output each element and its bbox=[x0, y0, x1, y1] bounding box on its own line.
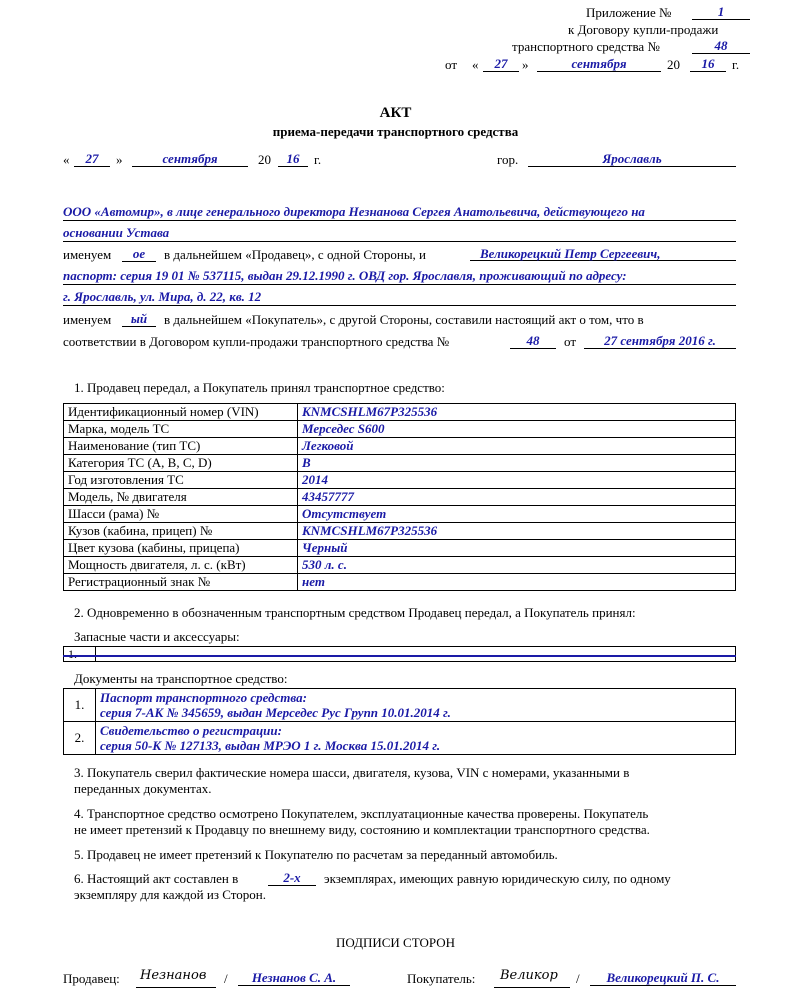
underline bbox=[63, 284, 736, 285]
vehicle-field-value: 530 л. с. bbox=[298, 557, 736, 574]
contract-line-1: к Договору купли-продажи bbox=[568, 22, 719, 37]
header-quote-close: » bbox=[522, 57, 529, 72]
buyer-named-label: именуем bbox=[63, 312, 112, 327]
document-title: Паспорт транспортного средства: bbox=[100, 690, 307, 705]
buyer-suffix: ый bbox=[122, 311, 156, 327]
documents-table bbox=[63, 688, 736, 755]
vehicle-field-label: Кузов (кабина, прицеп) № bbox=[64, 523, 298, 540]
header-year-prefix: 20 bbox=[667, 57, 680, 72]
header-year-suffix: г. bbox=[732, 57, 740, 72]
vehicle-field-value: 2014 bbox=[298, 472, 736, 489]
strike-line bbox=[63, 655, 736, 657]
table-row bbox=[64, 722, 736, 755]
underline bbox=[63, 241, 736, 242]
document-number: 1. bbox=[64, 689, 96, 722]
contract-from-label: от bbox=[564, 334, 577, 349]
table-row bbox=[64, 647, 736, 662]
vehicle-field-value: 43457777 bbox=[298, 489, 736, 506]
contract-line-2: транспортного средства № bbox=[512, 39, 660, 54]
seller-role-text: в дальнейшем «Продавец», с одной Стороны, и bbox=[164, 247, 427, 262]
spare-parts-label: Запасные части и аксессуары: bbox=[74, 629, 240, 644]
buyer-name: Великорецкий Петр Сергеевич, bbox=[470, 246, 736, 261]
seller-signature-line bbox=[136, 987, 216, 988]
appendix-label: Приложение № bbox=[586, 5, 672, 20]
vehicle-field-label: Модель, № двигателя bbox=[64, 489, 298, 506]
contract-reference-text: соответствии в Договором купли-продажи транспортного средства № bbox=[63, 334, 450, 349]
header-contract-number: 48 bbox=[692, 38, 750, 54]
vehicle-field-value: KNMCSHLM67P325536 bbox=[298, 404, 736, 421]
vehicle-field-label: Год изготовления ТС bbox=[64, 472, 298, 489]
document-title: Свидетельство о регистрации: bbox=[100, 723, 282, 738]
section-1-text: 1. Продавец передал, а Покупатель принял транспортное средство: bbox=[74, 380, 445, 395]
section-2-text: 2. Одновременно в обозначенным транспортным средством Продавец передал, а Покупатель принял: bbox=[74, 605, 636, 620]
vehicle-field-value: KNMCSHLM67P325536 bbox=[298, 523, 736, 540]
table-row bbox=[64, 438, 736, 455]
section-3-line-2: переданных документах. bbox=[74, 781, 212, 796]
document-cell bbox=[96, 722, 736, 755]
date-month: сентября bbox=[132, 151, 248, 167]
vehicle-field-label: Категория ТС (A, B, C, D) bbox=[64, 455, 298, 472]
table-row bbox=[64, 540, 736, 557]
section-6-prefix: 6. Настоящий акт составлен в bbox=[74, 871, 239, 886]
seller-sign-label: Продавец: bbox=[63, 971, 120, 986]
vehicle-field-label: Цвет кузова (кабины, прицепа) bbox=[64, 540, 298, 557]
vehicle-field-value: нет bbox=[298, 574, 736, 591]
spare-parts-table bbox=[63, 646, 736, 662]
seller-suffix: ое bbox=[122, 246, 156, 262]
header-year: 16 bbox=[690, 56, 726, 72]
section-4-line-1: 4. Транспортное средство осмотрено Покупателем, эксплуатационные качества проверены. Покупатель bbox=[74, 806, 649, 821]
section-3-line-1: 3. Покупатель сверил фактические номера шасси, двигателя, кузова, VIN с номерами, указанными в bbox=[74, 765, 630, 780]
document-title: АКТ bbox=[379, 105, 412, 121]
date-quote-close: » bbox=[116, 152, 123, 167]
date-year: 16 bbox=[278, 151, 308, 167]
header-month: сентября bbox=[537, 56, 661, 72]
seller-named-label: именуем bbox=[63, 247, 112, 262]
seller-slash: / bbox=[224, 971, 228, 986]
header-from-label: от bbox=[445, 57, 458, 72]
table-row bbox=[64, 472, 736, 489]
parts-row-number: 1. bbox=[64, 647, 96, 662]
underline bbox=[63, 305, 736, 306]
vehicle-table bbox=[63, 403, 736, 591]
header-quote-open: « bbox=[472, 57, 479, 72]
vehicle-field-value: Мерседес S600 bbox=[298, 421, 736, 438]
buyer-passport-line: паспорт: серия 19 01 № 537115, выдан 29.12.1990 г. ОВД гор. Ярославля, проживающий по адресу: bbox=[63, 268, 627, 283]
buyer-address-line: г. Ярославль, ул. Мира, д. 22, кв. 12 bbox=[63, 289, 262, 304]
vehicle-field-label: Регистрационный знак № bbox=[64, 574, 298, 591]
underline bbox=[63, 220, 736, 221]
section-5-text: 5. Продавец не имеет претензий к Покупателю по расчетам за переданный автомобиль. bbox=[74, 847, 558, 862]
vehicle-field-value: Отсутствует bbox=[298, 506, 736, 523]
table-row bbox=[64, 506, 736, 523]
buyer-handwritten-signature: Великор bbox=[500, 968, 558, 983]
city-value: Ярославль bbox=[528, 151, 736, 167]
city-label: гор. bbox=[497, 152, 519, 167]
table-row bbox=[64, 489, 736, 506]
date-year-suffix: г. bbox=[314, 152, 322, 167]
vehicle-field-label: Идентификационный номер (VIN) bbox=[64, 404, 298, 421]
vehicle-field-value: Легковой bbox=[298, 438, 736, 455]
table-row bbox=[64, 557, 736, 574]
table-row bbox=[64, 574, 736, 591]
section-6-line-2: экземпляру для каждой из Сторон. bbox=[74, 887, 266, 902]
appendix-number: 1 bbox=[692, 4, 750, 20]
document-details: серия 7-АК № 345659, выдан Мерседес Рус Групп 10.01.2014 г. bbox=[100, 705, 451, 720]
parts-row-value bbox=[96, 647, 736, 662]
date-year-prefix: 20 bbox=[258, 152, 271, 167]
vehicle-field-label: Марка, модель ТС bbox=[64, 421, 298, 438]
document-details: серия 50-К № 127133, выдан МРЭО 1 г. Москва 15.01.2014 г. bbox=[100, 738, 441, 753]
document-number: 2. bbox=[64, 722, 96, 755]
copies-count: 2-х bbox=[268, 870, 316, 886]
table-row bbox=[64, 689, 736, 722]
vehicle-field-value: Черный bbox=[298, 540, 736, 557]
seller-handwritten-signature: Незнанов bbox=[140, 968, 207, 983]
table-row bbox=[64, 421, 736, 438]
table-row bbox=[64, 455, 736, 472]
contract-number: 48 bbox=[510, 333, 556, 349]
section-6-suffix: экземплярах, имеющих равную юридическую силу, по одному bbox=[324, 871, 671, 886]
vehicle-field-label: Мощность двигателя, л. с. (кВт) bbox=[64, 557, 298, 574]
vehicle-field-value: B bbox=[298, 455, 736, 472]
seller-description-line-1: ООО «Автомир», в лице генерального директора Незнанова Сергея Анатольевича, действующего на bbox=[63, 204, 645, 219]
buyer-slash: / bbox=[576, 971, 580, 986]
documents-label: Документы на транспортное средство: bbox=[74, 671, 288, 686]
date-quote-open: « bbox=[63, 152, 70, 167]
seller-description-line-2: основании Устава bbox=[63, 225, 170, 240]
date-day: 27 bbox=[74, 151, 110, 167]
document-cell bbox=[96, 689, 736, 722]
buyer-signature-line bbox=[494, 987, 570, 988]
section-4-line-2: не имеет претензий к Продавцу по внешнему виду, состоянию и комплектации транспортного средства. bbox=[74, 822, 650, 837]
vehicle-field-label: Шасси (рама) № bbox=[64, 506, 298, 523]
signatures-title: ПОДПИСИ СТОРОН bbox=[335, 935, 456, 950]
table-row bbox=[64, 523, 736, 540]
buyer-role-text: в дальнейшем «Покупатель», с другой Стороны, составили настоящий акт о том, что в bbox=[164, 312, 644, 327]
table-row bbox=[64, 404, 736, 421]
seller-printed-name: Незнанов С. А. bbox=[238, 970, 350, 986]
document-subtitle: приема-передачи транспортного средства bbox=[272, 124, 519, 139]
buyer-sign-label: Покупатель: bbox=[407, 971, 476, 986]
vehicle-field-label: Наименование (тип ТС) bbox=[64, 438, 298, 455]
buyer-printed-name: Великорецкий П. С. bbox=[590, 970, 736, 986]
header-day: 27 bbox=[483, 56, 519, 72]
contract-date: 27 сентября 2016 г. bbox=[584, 333, 736, 349]
